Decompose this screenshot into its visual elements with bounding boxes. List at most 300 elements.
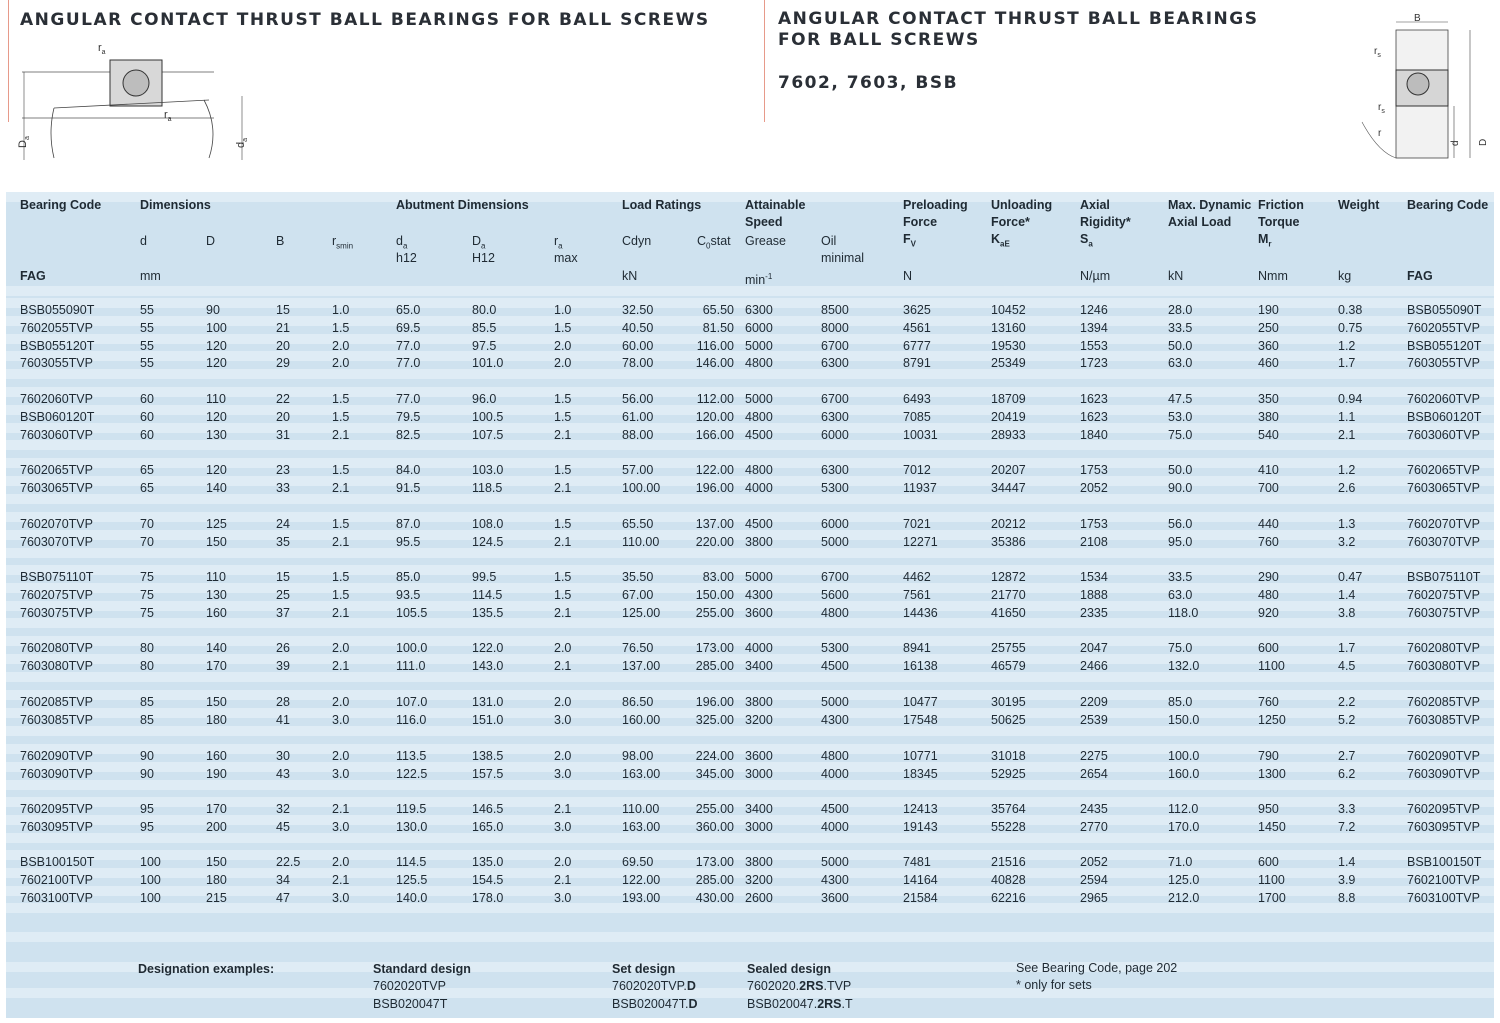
cell-Da: 122.0	[472, 641, 504, 655]
cell-cdyn: 125.00	[622, 605, 661, 620]
cell-cdyn: 60.00	[622, 338, 654, 353]
cell-friction: 790	[1258, 749, 1279, 763]
cell-code-right: 7603060TVP	[1407, 427, 1480, 442]
cell-maxdyn: 47.5	[1168, 392, 1193, 406]
cell-Da: 146.5	[472, 802, 504, 816]
cell-c0stat: 173.00	[695, 855, 734, 869]
cell-rsmin: 2.1	[332, 872, 350, 887]
cell-weight: 8.8	[1338, 890, 1356, 905]
cell-code-right: 7603095TVP	[1407, 819, 1480, 834]
subheader-da: $d_a$	[396, 234, 408, 251]
cell-c0stat: 81.50	[702, 320, 734, 335]
cell-rsmin: 1.5	[332, 320, 350, 335]
cell-ra: 1.5	[554, 587, 572, 602]
cell-c0stat: 146.00	[695, 356, 734, 371]
cell-d: 55	[140, 320, 154, 335]
header-preload-2: Force	[903, 215, 938, 229]
cell-code-right: 7602065TVP	[1407, 463, 1480, 477]
unit-kn-axial: kN	[1168, 269, 1184, 283]
cell-oil: 5300	[821, 641, 849, 655]
cell-c0stat: 120.00	[695, 409, 734, 424]
cell-D: 140	[206, 641, 227, 655]
cell-cdyn: 110.00	[622, 802, 660, 816]
cell-D: 120	[206, 338, 227, 353]
cell-fv: 11937	[903, 480, 937, 495]
header-friction-2: Torque	[1258, 215, 1300, 229]
cell-kae: 52925	[991, 766, 1026, 781]
cell-c0stat: 122.00	[695, 463, 734, 477]
cell-d: 65	[140, 480, 154, 495]
cell-sa: 2047	[1080, 641, 1108, 655]
cell-da: 91.5	[396, 480, 421, 495]
standard-design-title: Standard design	[373, 962, 471, 976]
cell-rsmin: 2.1	[332, 427, 350, 442]
cell-grease: 3800	[745, 534, 773, 549]
cell-ra: 1.0	[554, 303, 572, 317]
cell-maxdyn: 150.0	[1168, 712, 1200, 727]
cell-B: 31	[276, 427, 290, 442]
cell-da: 140.0	[396, 890, 428, 905]
cell-d: 75	[140, 605, 154, 620]
cell-rsmin: 2.0	[332, 749, 350, 763]
cell-cdyn: 40.50	[622, 320, 654, 335]
header-axial-2: Rigidity*	[1080, 215, 1131, 229]
sealed-design-example-1: 7602020.2RS.TVP	[747, 979, 852, 993]
cell-fv: 6777	[903, 338, 931, 353]
unit-n-um: N/µm	[1080, 269, 1111, 283]
cell-d: 55	[140, 303, 154, 317]
cell-B: 28	[276, 695, 290, 709]
cell-Da: 107.5	[472, 427, 504, 442]
cell-code: 7603070TVP	[20, 534, 93, 549]
subheader-kae: $K_{aE}$	[991, 232, 1010, 249]
cell-kae: 13160	[991, 320, 1026, 335]
subheader-ra: $r_a$	[554, 234, 563, 251]
cell-oil: 3600	[821, 890, 849, 905]
cell-Da: 154.5	[472, 872, 504, 887]
cell-ra: 2.1	[554, 658, 572, 673]
cell-maxdyn: 56.0	[1168, 517, 1193, 531]
cell-c0stat: 255.00	[695, 802, 734, 816]
cell-friction: 700	[1258, 480, 1279, 495]
cell-rsmin: 2.1	[332, 605, 350, 620]
cell-code-right: 7602070TVP	[1407, 517, 1480, 531]
cell-sa: 2594	[1080, 872, 1108, 887]
cell-d: 85	[140, 712, 154, 727]
cell-weight: 1.4	[1338, 855, 1356, 869]
cell-code: 7602075TVP	[20, 587, 93, 602]
cell-fv: 4561	[903, 320, 931, 335]
cell-weight: 2.1	[1338, 427, 1356, 442]
cell-kae: 28933	[991, 427, 1026, 442]
svg-text:ra: $r_a$	[164, 109, 172, 123]
cell-rsmin: 1.5	[332, 463, 350, 477]
cell-sa: 2435	[1080, 802, 1108, 816]
cell-c0stat: 137.00	[695, 517, 734, 531]
label-da: d	[235, 141, 247, 148]
right-page-subtitle: 7602, 7603, BSB	[778, 73, 959, 93]
cell-cdyn: 193.00	[622, 890, 661, 905]
cell-ra: 1.5	[554, 409, 572, 424]
cell-da: 130.0	[396, 819, 428, 834]
right-page-title-line1: ANGULAR CONTACT THRUST BALL BEARINGS	[778, 9, 1259, 29]
cell-weight: 3.9	[1338, 872, 1356, 887]
cell-B: 41	[276, 712, 290, 727]
cell-cdyn: 100.00	[622, 480, 661, 495]
cell-friction: 480	[1258, 587, 1279, 602]
cell-cdyn: 67.00	[622, 587, 654, 602]
cell-fv: 10031	[903, 427, 938, 442]
cell-code: 7602065TVP	[20, 463, 93, 477]
cell-da: 85.0	[396, 570, 421, 584]
cell-Da: 143.0	[472, 658, 504, 673]
cell-rsmin: 2.0	[332, 356, 350, 371]
row-stripe	[6, 548, 1494, 558]
cell-weight: 1.3	[1338, 517, 1356, 531]
left-page-title: ANGULAR CONTACT THRUST BALL BEARINGS FOR BALL SCREWS	[20, 10, 710, 30]
cell-ra: 1.5	[554, 517, 572, 531]
cell-code-right: 7603085TVP	[1407, 712, 1480, 727]
cell-ra: 2.1	[554, 605, 572, 620]
cell-D: 170	[206, 802, 227, 816]
cell-rsmin: 1.5	[332, 409, 350, 424]
cell-cdyn: 110.00	[622, 534, 660, 549]
cell-weight: 1.7	[1338, 641, 1356, 655]
cell-grease: 3600	[745, 749, 773, 763]
cell-fv: 8791	[903, 356, 931, 371]
cell-oil: 5300	[821, 480, 849, 495]
cell-maxdyn: 112.0	[1168, 802, 1199, 816]
svg-text:rs: $r_s$	[1378, 102, 1385, 115]
cell-grease: 3400	[745, 802, 773, 816]
cell-friction: 1100	[1258, 872, 1285, 887]
cell-grease: 4800	[745, 356, 773, 371]
cell-c0stat: 430.00	[695, 890, 734, 905]
cell-kae: 20419	[991, 409, 1026, 424]
cell-grease: 5000	[745, 338, 773, 353]
cell-weight: 1.4	[1338, 587, 1356, 602]
cell-sa: 2209	[1080, 695, 1108, 709]
cell-d: 100	[140, 855, 161, 869]
svg-text:Da: $D_a$	[17, 136, 31, 148]
cell-kae: 30195	[991, 695, 1026, 709]
cell-grease: 6000	[745, 320, 773, 335]
cell-da: 65.0	[396, 303, 421, 317]
cell-fv: 4462	[903, 570, 931, 584]
cell-fv: 21584	[903, 890, 938, 905]
cell-weight: 0.94	[1338, 392, 1363, 406]
cell-maxdyn: 170.0	[1168, 819, 1200, 834]
cell-cdyn: 137.00	[622, 658, 661, 673]
cell-sa: 2965	[1080, 890, 1108, 905]
cell-da: 105.5	[396, 605, 428, 620]
cell-grease: 5000	[745, 392, 773, 406]
cell-friction: 600	[1258, 641, 1279, 655]
unit-fag-right: FAG	[1407, 269, 1433, 283]
cell-B: 24	[276, 517, 290, 531]
cell-code: 7603080TVP	[20, 658, 93, 673]
cell-d: 100	[140, 890, 161, 905]
subheader-fv: $F_V$	[903, 232, 916, 249]
cell-oil: 6700	[821, 570, 849, 584]
cell-code: 7603085TVP	[20, 712, 93, 727]
cell-D: 100	[206, 320, 227, 335]
cell-maxdyn: 118.0	[1168, 605, 1199, 620]
cell-weight: 1.2	[1338, 338, 1356, 353]
subheader-da-tol: h12	[396, 251, 417, 265]
cell-maxdyn: 160.0	[1168, 766, 1200, 781]
cell-code-right: BSB060120T	[1407, 409, 1482, 424]
cell-code: 7603065TVP	[20, 480, 93, 495]
cell-code-right: 7602095TVP	[1407, 802, 1480, 816]
cell-weight: 2.6	[1338, 480, 1356, 495]
cell-weight: 4.5	[1338, 658, 1356, 673]
cell-ra: 2.0	[554, 356, 572, 371]
subheader-Da-tol: H12	[472, 251, 495, 265]
cell-D: 180	[206, 872, 227, 887]
cell-B: 33	[276, 480, 290, 495]
header-speed-1: Attainable	[745, 198, 806, 212]
cell-B: 20	[276, 409, 290, 424]
cell-maxdyn: 75.0	[1168, 427, 1193, 442]
cell-maxdyn: 53.0	[1168, 409, 1193, 424]
cell-sa: 2466	[1080, 658, 1108, 673]
cell-grease: 3000	[745, 819, 773, 834]
header-preload-1: Preloading	[903, 198, 968, 212]
cell-oil: 8000	[821, 320, 849, 335]
cell-oil: 6000	[821, 517, 849, 531]
cell-maxdyn: 90.0	[1168, 480, 1193, 495]
label-B: B	[1414, 13, 1421, 24]
row-stripe	[6, 833, 1494, 843]
header-unload-2: Force*	[991, 215, 1030, 229]
svg-text:da: $d_a$	[235, 137, 249, 148]
cell-code: BSB060120T	[20, 409, 95, 424]
cell-D: 180	[206, 712, 227, 727]
cell-B: 32	[276, 802, 290, 816]
cell-friction: 1700	[1258, 890, 1286, 905]
cell-kae: 35764	[991, 802, 1026, 816]
cell-D: 140	[206, 480, 227, 495]
cell-B: 37	[276, 605, 290, 620]
cell-d: 60	[140, 427, 154, 442]
cell-D: 120	[206, 409, 227, 424]
cell-kae: 35386	[991, 534, 1026, 549]
cell-fv: 18345	[903, 766, 938, 781]
cell-weight: 0.47	[1338, 570, 1363, 584]
cell-fv: 16138	[903, 658, 938, 673]
cell-kae: 31018	[991, 749, 1026, 763]
cell-cdyn: 61.00	[622, 409, 654, 424]
cell-grease: 4500	[745, 427, 773, 442]
cell-maxdyn: 63.0	[1168, 587, 1193, 602]
cell-ra: 2.0	[554, 641, 572, 655]
cell-weight: 1.2	[1338, 463, 1356, 477]
cell-Da: 97.5	[472, 338, 497, 353]
subheader-sa: $S_a$	[1080, 232, 1093, 249]
cell-c0stat: 196.00	[695, 695, 734, 709]
cell-rsmin: 1.0	[332, 303, 350, 317]
header-abutment: Abutment Dimensions	[396, 198, 529, 212]
cell-grease: 6300	[745, 303, 773, 317]
cell-c0stat: 285.00	[695, 872, 734, 887]
header-maxdyn-1: Max. Dynamic	[1168, 198, 1252, 212]
cell-ra: 1.5	[554, 463, 572, 477]
cell-code: 7603090TVP	[20, 766, 93, 781]
cell-fv: 10477	[903, 695, 938, 709]
cell-sa: 2654	[1080, 766, 1108, 781]
cell-cdyn: 57.00	[622, 463, 654, 477]
subheader-Da: $D_a$	[472, 234, 486, 251]
cell-D: 110	[206, 392, 226, 406]
header-bearing-code-right: Bearing Code	[1407, 198, 1489, 212]
header-load-ratings: Load Ratings	[622, 198, 702, 212]
cell-d: 95	[140, 802, 154, 816]
cell-fv: 14436	[903, 605, 938, 620]
cell-Da: 124.5	[472, 534, 504, 549]
cell-fv: 19143	[903, 819, 938, 834]
unit-fag: FAG	[20, 269, 46, 283]
cell-D: 170	[206, 658, 227, 673]
cell-sa: 2052	[1080, 480, 1108, 495]
cell-Da: 165.0	[472, 819, 504, 834]
cell-D: 120	[206, 356, 227, 371]
cell-rsmin: 2.0	[332, 855, 350, 869]
cell-oil: 6300	[821, 463, 849, 477]
cell-weight: 0.75	[1338, 320, 1363, 335]
header-unload-1: Unloading	[991, 198, 1053, 212]
cell-da: 100.0	[396, 641, 428, 655]
cell-c0stat: 196.00	[695, 480, 734, 495]
cell-maxdyn: 132.0	[1168, 658, 1200, 673]
cell-fv: 10771	[903, 749, 938, 763]
subheader-cdyn: Cdyn	[622, 234, 652, 248]
cell-d: 65	[140, 463, 154, 477]
cell-friction: 920	[1258, 605, 1279, 620]
cell-cdyn: 76.50	[622, 641, 654, 655]
cell-sa: 2108	[1080, 534, 1108, 549]
cell-sa: 2539	[1080, 712, 1108, 727]
sealed-design-example-2: BSB020047.2RS.T	[747, 997, 853, 1011]
cell-kae: 41650	[991, 605, 1026, 620]
center-margin-rule	[764, 0, 765, 122]
cell-d: 80	[140, 641, 154, 655]
cell-grease: 4500	[745, 517, 773, 531]
cell-B: 45	[276, 819, 290, 834]
cell-oil: 6000	[821, 427, 849, 442]
cell-cdyn: 32.50	[622, 303, 654, 317]
label-d: d	[1450, 140, 1461, 146]
header-weight: Weight	[1338, 198, 1380, 212]
cell-da: 113.5	[396, 749, 427, 763]
row-stripe	[6, 726, 1494, 736]
svg-text:rs: $r_s$	[1374, 46, 1381, 59]
cell-B: 39	[276, 658, 290, 673]
cell-Da: 118.5	[472, 480, 503, 495]
cell-oil: 6700	[821, 338, 849, 353]
cell-B: 25	[276, 587, 290, 602]
cell-grease: 4800	[745, 409, 773, 424]
cell-oil: 4800	[821, 749, 849, 763]
cell-code-right: BSB055090T	[1407, 303, 1482, 317]
label-r: r	[1378, 128, 1382, 139]
cell-Da: 138.5	[472, 749, 504, 763]
cell-Da: 135.0	[472, 855, 504, 869]
cell-maxdyn: 50.0	[1168, 463, 1193, 477]
cell-code-right: 7602075TVP	[1407, 587, 1480, 602]
set-design-example-1: 7602020TVP.D	[612, 979, 696, 993]
label-ra-top: r	[98, 42, 102, 54]
cell-code-right: 7603090TVP	[1407, 766, 1480, 781]
cell-sa: 1623	[1080, 392, 1108, 406]
cell-maxdyn: 75.0	[1168, 641, 1193, 655]
cell-code-right: 7602090TVP	[1407, 749, 1480, 763]
cell-d: 95	[140, 819, 154, 834]
cell-code-right: BSB055120T	[1407, 338, 1482, 353]
cell-oil: 4800	[821, 605, 849, 620]
subheader-d: d	[140, 234, 147, 248]
cell-kae: 34447	[991, 480, 1026, 495]
cell-Da: 151.0	[472, 712, 504, 727]
unit-kg: kg	[1338, 269, 1352, 283]
cell-grease: 3200	[745, 712, 773, 727]
cell-ra: 1.5	[554, 320, 572, 335]
designation-label: Designation examples:	[138, 962, 275, 976]
cell-D: 130	[206, 587, 227, 602]
cell-code-right: 7602080TVP	[1407, 641, 1480, 655]
cell-c0stat: 83.00	[702, 570, 734, 584]
cell-code-right: 7603065TVP	[1407, 480, 1480, 495]
cell-Da: 101.0	[472, 356, 504, 371]
cell-c0stat: 345.00	[695, 766, 734, 781]
cell-maxdyn: 33.5	[1168, 320, 1193, 335]
sealed-design-title: Sealed design	[747, 962, 832, 976]
subheader-oil: Oil	[821, 234, 837, 248]
bearing-mounting-diagram	[14, 38, 254, 162]
cell-weight: 3.2	[1338, 534, 1356, 549]
cell-c0stat: 112.00	[696, 392, 734, 406]
cell-friction: 350	[1258, 392, 1279, 406]
cell-code: 7602080TVP	[20, 641, 93, 655]
subheader-D: D	[206, 234, 216, 248]
cell-friction: 760	[1258, 695, 1279, 709]
unit-n: N	[903, 269, 913, 283]
cell-D: 190	[206, 766, 227, 781]
cell-ra: 1.5	[554, 392, 572, 406]
cell-kae: 25755	[991, 641, 1026, 655]
cell-code-right: BSB100150T	[1407, 855, 1482, 869]
cell-kae: 40828	[991, 872, 1026, 887]
cell-friction: 380	[1258, 409, 1279, 424]
set-design-example-2: BSB020047T.D	[612, 997, 698, 1011]
cell-rsmin: 3.0	[332, 819, 350, 834]
cell-ra: 2.0	[554, 695, 572, 709]
row-stripe	[6, 932, 1494, 942]
cell-weight: 5.2	[1338, 712, 1356, 727]
cell-kae: 21516	[991, 855, 1026, 869]
cell-sa: 1534	[1080, 570, 1108, 584]
cell-friction: 460	[1258, 356, 1279, 371]
cell-friction: 440	[1258, 517, 1279, 531]
cell-friction: 540	[1258, 427, 1279, 442]
cell-code-right: 7602060TVP	[1407, 392, 1480, 406]
cell-friction: 950	[1258, 802, 1279, 816]
cell-code: BSB055120T	[20, 338, 95, 353]
cell-d: 85	[140, 695, 154, 709]
cell-B: 22	[276, 392, 290, 406]
cell-d: 60	[140, 409, 154, 424]
cell-friction: 250	[1258, 320, 1279, 335]
